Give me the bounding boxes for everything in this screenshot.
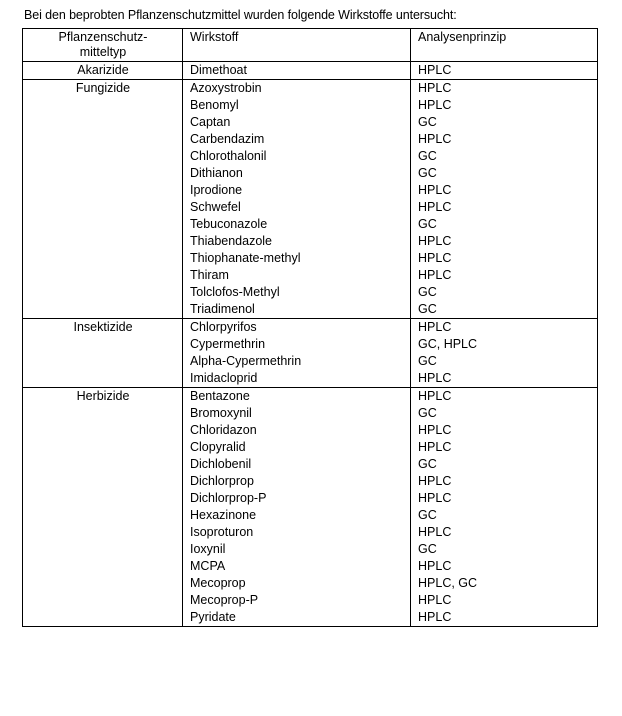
cell-pesticide-type bbox=[23, 405, 183, 422]
cell-pesticide-type bbox=[23, 370, 183, 388]
cell-analysis-principle: HPLC bbox=[418, 371, 452, 385]
cell-substance: Tebuconazole bbox=[183, 216, 411, 233]
cell-pesticide-type bbox=[23, 62, 183, 80]
table-row bbox=[23, 267, 598, 284]
cell-analysis-principle: GC bbox=[418, 285, 437, 299]
cell-pesticide-type bbox=[23, 609, 183, 627]
cell-pesticide-type bbox=[23, 592, 183, 609]
cell-substance: Pyridate bbox=[183, 609, 411, 627]
table-row bbox=[23, 165, 598, 182]
cell-substance: Bentazone bbox=[183, 388, 411, 406]
cell-pesticide-type bbox=[23, 524, 183, 541]
table-row bbox=[23, 422, 598, 439]
table-row bbox=[23, 233, 598, 250]
cell-analysis-principle: HPLC bbox=[418, 63, 452, 77]
table-row bbox=[23, 609, 598, 627]
table-row bbox=[23, 575, 598, 592]
cell-pesticide-type bbox=[23, 148, 183, 165]
cell-analysis-principle: GC bbox=[418, 508, 437, 522]
cell-analysis-principle: GC bbox=[418, 354, 437, 368]
cell-analysis-principle: GC bbox=[418, 217, 437, 231]
cell-pesticide-type bbox=[23, 473, 183, 490]
cell-analysis-principle: GC bbox=[418, 302, 437, 316]
cell-pesticide-type bbox=[23, 456, 183, 473]
cell-pesticide-type bbox=[23, 422, 183, 439]
table-header-row bbox=[23, 29, 598, 62]
cell-analysis-principle: HPLC bbox=[418, 200, 452, 214]
cell-substance: MCPA bbox=[183, 558, 411, 575]
cell-pesticide-type bbox=[23, 216, 183, 233]
cell-pesticide-type bbox=[23, 131, 183, 148]
table-row bbox=[23, 319, 598, 337]
cell-substance: Dichlorprop bbox=[183, 473, 411, 490]
cell-analysis-principle: HPLC bbox=[418, 132, 452, 146]
cell-pesticide-type bbox=[23, 558, 183, 575]
cell-analysis-principle: GC bbox=[418, 406, 437, 420]
cell-pesticide-type bbox=[23, 490, 183, 507]
cell-pesticide-type bbox=[23, 541, 183, 558]
cell-substance: Chlorothalonil bbox=[183, 148, 411, 165]
cell-analysis-principle: GC bbox=[418, 115, 437, 129]
cell-pesticide-type bbox=[23, 165, 183, 182]
table-row bbox=[23, 131, 598, 148]
pesticide-type-label: Insektizide bbox=[73, 320, 133, 334]
cell-substance: Ioxynil bbox=[183, 541, 411, 558]
cell-analysis-principle: HPLC bbox=[418, 234, 452, 248]
cell-analysis-principle: HPLC bbox=[411, 388, 598, 406]
table-row bbox=[23, 148, 598, 165]
cell-pesticide-type bbox=[23, 507, 183, 524]
cell-substance: Carbendazim bbox=[183, 131, 411, 148]
header-pesticide-type-line1: Pflanzenschutz- bbox=[58, 30, 148, 44]
cell-pesticide-type bbox=[23, 319, 183, 337]
table-row bbox=[23, 62, 598, 80]
pesticide-type-label: Fungizide bbox=[75, 81, 131, 95]
cell-substance: Iprodione bbox=[183, 182, 411, 199]
cell-analysis-principle: HPLC bbox=[418, 525, 452, 539]
cell-analysis-principle: HPLC bbox=[411, 319, 598, 337]
table-header bbox=[23, 29, 598, 62]
cell-substance: Clopyralid bbox=[183, 439, 411, 456]
cell-substance: Tolclofos-Methyl bbox=[183, 284, 411, 301]
table-row bbox=[23, 388, 598, 406]
cell-analysis-principle: HPLC bbox=[418, 593, 452, 607]
cell-substance: Alpha-Cypermethrin bbox=[183, 353, 411, 370]
table-row bbox=[23, 490, 598, 507]
cell-substance: Bromoxynil bbox=[183, 405, 411, 422]
table-row bbox=[23, 558, 598, 575]
cell-pesticide-type bbox=[23, 233, 183, 250]
cell-substance: Chlorpyrifos bbox=[183, 319, 411, 337]
cell-pesticide-type bbox=[23, 353, 183, 370]
cell-substance: Thiophanate-methyl bbox=[183, 250, 411, 267]
header-analysis-principle: Analysenprinzip bbox=[411, 29, 598, 62]
table-row bbox=[23, 507, 598, 524]
cell-analysis-principle: GC bbox=[418, 542, 437, 556]
cell-pesticide-type bbox=[23, 301, 183, 319]
cell-substance: Captan bbox=[183, 114, 411, 131]
table-row bbox=[23, 541, 598, 558]
cell-analysis-principle: HPLC bbox=[411, 80, 598, 98]
cell-substance: Mecoprop bbox=[183, 575, 411, 592]
cell-substance: Dithianon bbox=[183, 165, 411, 182]
cell-pesticide-type bbox=[23, 80, 183, 98]
table-row bbox=[23, 97, 598, 114]
cell-substance: Mecoprop-P bbox=[183, 592, 411, 609]
cell-pesticide-type bbox=[23, 439, 183, 456]
cell-analysis-principle: HPLC bbox=[418, 98, 452, 112]
cell-substance: Isoproturon bbox=[183, 524, 411, 541]
pesticide-type-label: Akarizide bbox=[77, 63, 129, 77]
cell-pesticide-type bbox=[23, 97, 183, 114]
cell-pesticide-type bbox=[23, 250, 183, 267]
cell-analysis-principle: HPLC bbox=[418, 610, 452, 624]
cell-analysis-principle: GC, HPLC bbox=[418, 337, 478, 351]
cell-substance: Dichlorprop-P bbox=[183, 490, 411, 507]
cell-analysis-principle: HPLC bbox=[418, 423, 452, 437]
header-substance: Wirkstoff bbox=[183, 29, 411, 62]
table-row bbox=[23, 456, 598, 473]
cell-pesticide-type bbox=[23, 267, 183, 284]
cell-pesticide-type bbox=[23, 575, 183, 592]
cell-analysis-principle: HPLC bbox=[418, 474, 452, 488]
cell-analysis-principle: HPLC bbox=[418, 559, 452, 573]
table-row bbox=[23, 250, 598, 267]
table-row bbox=[23, 592, 598, 609]
cell-substance: Dimethoat bbox=[183, 62, 411, 80]
cell-substance: Hexazinone bbox=[183, 507, 411, 524]
cell-analysis-principle: HPLC bbox=[418, 183, 452, 197]
table-row bbox=[23, 284, 598, 301]
table-body bbox=[23, 62, 598, 627]
cell-substance: Cypermethrin bbox=[183, 336, 411, 353]
table-row bbox=[23, 301, 598, 319]
cell-substance: Thiram bbox=[183, 267, 411, 284]
cell-substance: Thiabendazole bbox=[183, 233, 411, 250]
cell-substance: Chloridazon bbox=[183, 422, 411, 439]
header-pesticide-type bbox=[23, 29, 183, 62]
cell-substance: Benomyl bbox=[183, 97, 411, 114]
cell-pesticide-type bbox=[23, 284, 183, 301]
cell-analysis-principle: HPLC, GC bbox=[418, 576, 478, 590]
cell-analysis-principle: HPLC bbox=[418, 440, 452, 454]
cell-pesticide-type bbox=[23, 388, 183, 406]
table-row bbox=[23, 353, 598, 370]
cell-analysis-principle: HPLC bbox=[418, 268, 452, 282]
table-row bbox=[23, 405, 598, 422]
table-row bbox=[23, 370, 598, 388]
table-row bbox=[23, 182, 598, 199]
cell-pesticide-type bbox=[23, 182, 183, 199]
cell-analysis-principle: HPLC bbox=[418, 251, 452, 265]
pesticide-type-label: Herbizide bbox=[76, 389, 130, 403]
intro-paragraph: Bei den beprobten Pflanzenschutzmittel wurden folgende Wirkstoffe untersucht: bbox=[24, 8, 457, 22]
cell-analysis-principle: HPLC bbox=[418, 491, 452, 505]
cell-analysis-principle: GC bbox=[418, 457, 437, 471]
substances-table bbox=[22, 28, 598, 627]
cell-substance: Schwefel bbox=[183, 199, 411, 216]
cell-analysis-principle: GC bbox=[418, 166, 437, 180]
table-row bbox=[23, 336, 598, 353]
cell-substance: Imidacloprid bbox=[183, 370, 411, 388]
cell-pesticide-type bbox=[23, 114, 183, 131]
cell-substance: Triadimenol bbox=[183, 301, 411, 319]
cell-substance: Azoxystrobin bbox=[183, 80, 411, 98]
table-row bbox=[23, 80, 598, 98]
cell-substance: Dichlobenil bbox=[183, 456, 411, 473]
table-row bbox=[23, 473, 598, 490]
cell-analysis-principle: GC bbox=[418, 149, 437, 163]
table-row bbox=[23, 199, 598, 216]
cell-pesticide-type bbox=[23, 199, 183, 216]
header-pesticide-type-line2: mitteltyp bbox=[79, 45, 127, 59]
table-row bbox=[23, 439, 598, 456]
table-row bbox=[23, 114, 598, 131]
table-row bbox=[23, 216, 598, 233]
cell-pesticide-type bbox=[23, 336, 183, 353]
table-row bbox=[23, 524, 598, 541]
